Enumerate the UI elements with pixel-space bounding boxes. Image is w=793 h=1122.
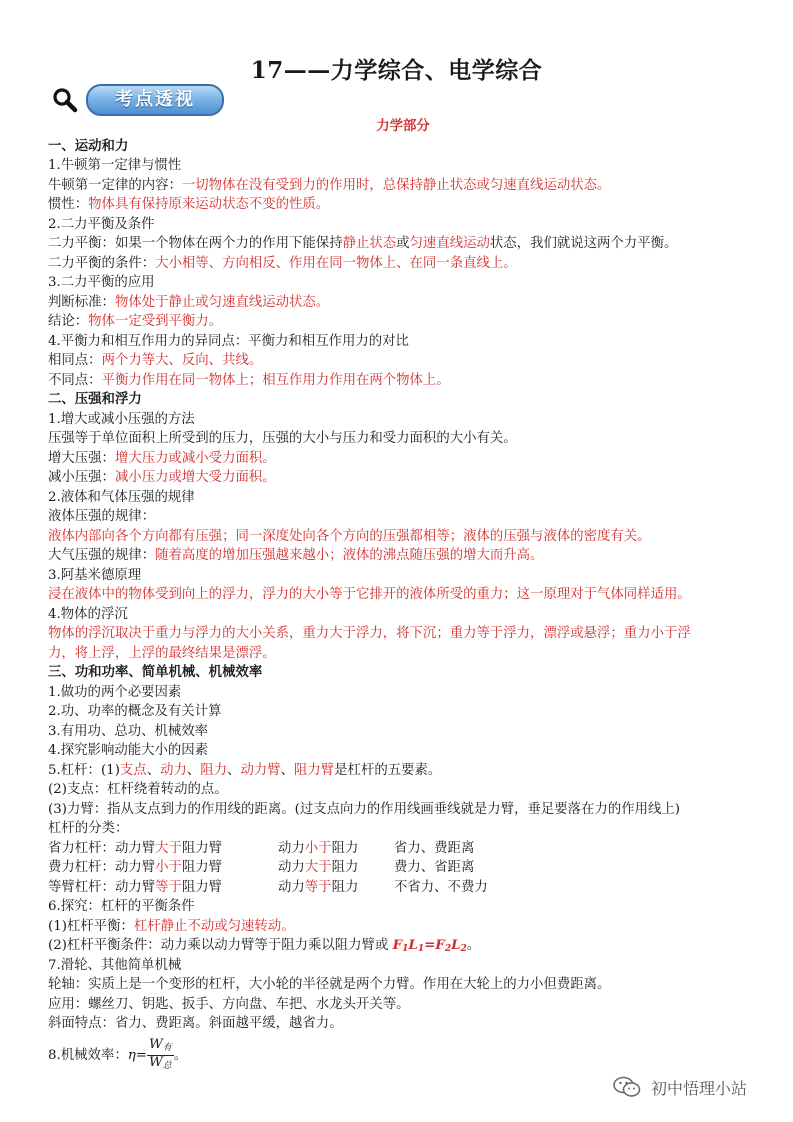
page-title: 17——力学综合、电学综合 <box>250 57 543 84</box>
item-heading: 3.阿基米德原理 <box>48 567 142 583</box>
list-item: 1.做功的两个必要因素 <box>48 684 182 700</box>
lever-class-row: 省力杠杆：动力臂大于阻力臂 动力小于阻力 省力、费距离 <box>48 840 475 856</box>
lever-formula-line: (2)杠杆平衡条件：动力乘以动力臂等于阻力乘以阻力臂或 $F_1L_1=F_2L_2$。 <box>48 937 481 954</box>
key-points-badge: 考点透视 <box>86 84 224 116</box>
text-line: 应用：螺丝刀、钥匙、扳手、方向盘、车把、水龙头开关等。 <box>48 996 410 1012</box>
magnifier-icon <box>52 87 78 113</box>
section-heading: 力学部分 <box>376 118 430 134</box>
heading-work-machines: 三、功和功率、简单机械、机械效率 <box>48 664 263 680</box>
text-line: 结论：物体一定受到平衡力。 <box>48 314 223 329</box>
item-heading: 4.物体的浮沉 <box>48 606 128 622</box>
efficiency-fraction: $\frac{W_有}{W_总}$ <box>148 1036 172 1071</box>
lever-elements-line: 5.杠杆：(1)支点、动力、阻力、动力臂、阻力臂是杠杆的五要素。 <box>48 762 442 778</box>
key-points-banner <box>52 84 224 116</box>
item-heading: 3.二力平衡的应用 <box>48 275 155 290</box>
list-item: 4.探究影响动能大小的因素 <box>48 743 209 758</box>
text-line: 惯性：物体具有保持原来运动状态不变的性质。 <box>48 197 330 212</box>
text-line: 大气压强的规律：随着高度的增加压强越来越小；液体的沸点随压强的增大而升高。 <box>48 548 544 563</box>
document-body <box>48 117 758 1075</box>
text-line: 二力平衡：如果一个物体在两个力的作用下能保持静止状态或匀速直线运动状态，我们就说这两个力平衡。 <box>48 236 678 251</box>
item-heading: 2.二力平衡及条件 <box>48 216 155 232</box>
text-line: 力，将上浮，上浮的最终结果是漂浮。 <box>48 645 276 661</box>
text-line: 牛顿第一定律的内容：一切物体在没有受到力的作用时，总保持静止状态或匀速直线运动状态。 <box>48 177 611 193</box>
list-item: 3.有用功、总功、机械效率 <box>48 723 209 739</box>
list-item: 6.探究：杠杆的平衡条件 <box>48 899 195 914</box>
wechat-icon <box>613 1076 641 1098</box>
item-heading: 2.液体和气体压强的规律 <box>48 489 195 505</box>
heading-pressure-buoyancy: 二、压强和浮力 <box>48 391 142 407</box>
watermark-text: 初中悟理小站 <box>651 1078 748 1098</box>
text-line: 判断标准：物体处于静止或匀速直线运动状态。 <box>48 294 330 310</box>
lever-class-row: 费力杠杆：动力臂小于阻力臂 动力大于阻力 费力、省距离 <box>48 860 475 875</box>
text-line: 物体的浮沉取决于重力与浮力的大小关系，重力大于浮力，将下沉；重力等于浮力，漂浮或悬浮；重力小于浮 <box>48 626 691 641</box>
text-line: 浸在液体中的物体受到向上的浮力，浮力的大小等于它排开的液体所受的重力；这一原理对于气体同样适用。 <box>48 587 691 602</box>
text-line: 压强等于单位面积上所受到的压力，压强的大小与压力和受力面积的大小有关。 <box>48 431 517 446</box>
item-heading: 1.牛顿第一定律与惯性 <box>48 158 182 173</box>
text-line: 液体内部向各个方向都有压强；同一深度处向各个方向的压强都相等；液体的压强与液体的密度有关。 <box>48 528 651 544</box>
text-line: 斜面特点：省力、费距离。斜面越平缓，越省力。 <box>48 1016 343 1031</box>
text-line: 轮轴：实质上是一个变形的杠杆，大小轮的半径就是两个力臂。作用在大轮上的力小但费距离。 <box>48 977 611 992</box>
lever-class-row: 等臂杠杆：动力臂等于阻力臂 动力等于阻力 不省力、不费力 <box>48 879 488 895</box>
text-line: (1)杠杆平衡：杠杆静止不动或匀速转动。 <box>48 918 295 934</box>
efficiency-line: 8.机械效率：η= $\frac{W_有}{W_总}$ 。 <box>48 1036 188 1071</box>
text-line: (2)支点：杠杆绕着转动的点。 <box>48 782 228 797</box>
text-line: 二力平衡的条件：大小相等、方向相反、作用在同一物体上、在同一条直线上。 <box>48 255 517 271</box>
text-line: 不同点：平衡力作用在同一物体上；相互作用力作用在两个物体上。 <box>48 372 450 388</box>
text-line: (3)力臂：指从支点到力的作用线的距离。(过支点向力的作用线画垂线就是力臂，垂足要落在力的作用线上) <box>48 801 680 817</box>
watermark <box>613 1074 747 1100</box>
heading-motion-force: 一、运动和力 <box>48 137 129 154</box>
list-item: 2.功、功率的概念及有关计算 <box>48 704 222 719</box>
text-line: 杠杆的分类： <box>48 821 129 836</box>
text-line: 增大压强：增大压力或减小受力面积。 <box>48 450 276 466</box>
list-item: 7.滑轮、其他简单机械 <box>48 957 182 973</box>
item-heading: 1.增大或减小压强的方法 <box>48 411 195 427</box>
item-heading: 4.平衡力和相互作用力的异同点：平衡力和相互作用力的对比 <box>48 333 409 349</box>
text-line: 减小压强：减小压力或增大受力面积。 <box>48 470 276 485</box>
text-line: 液体压强的规律： <box>48 509 156 524</box>
text-line: 相同点：两个力等大、反向、共线。 <box>48 353 263 368</box>
